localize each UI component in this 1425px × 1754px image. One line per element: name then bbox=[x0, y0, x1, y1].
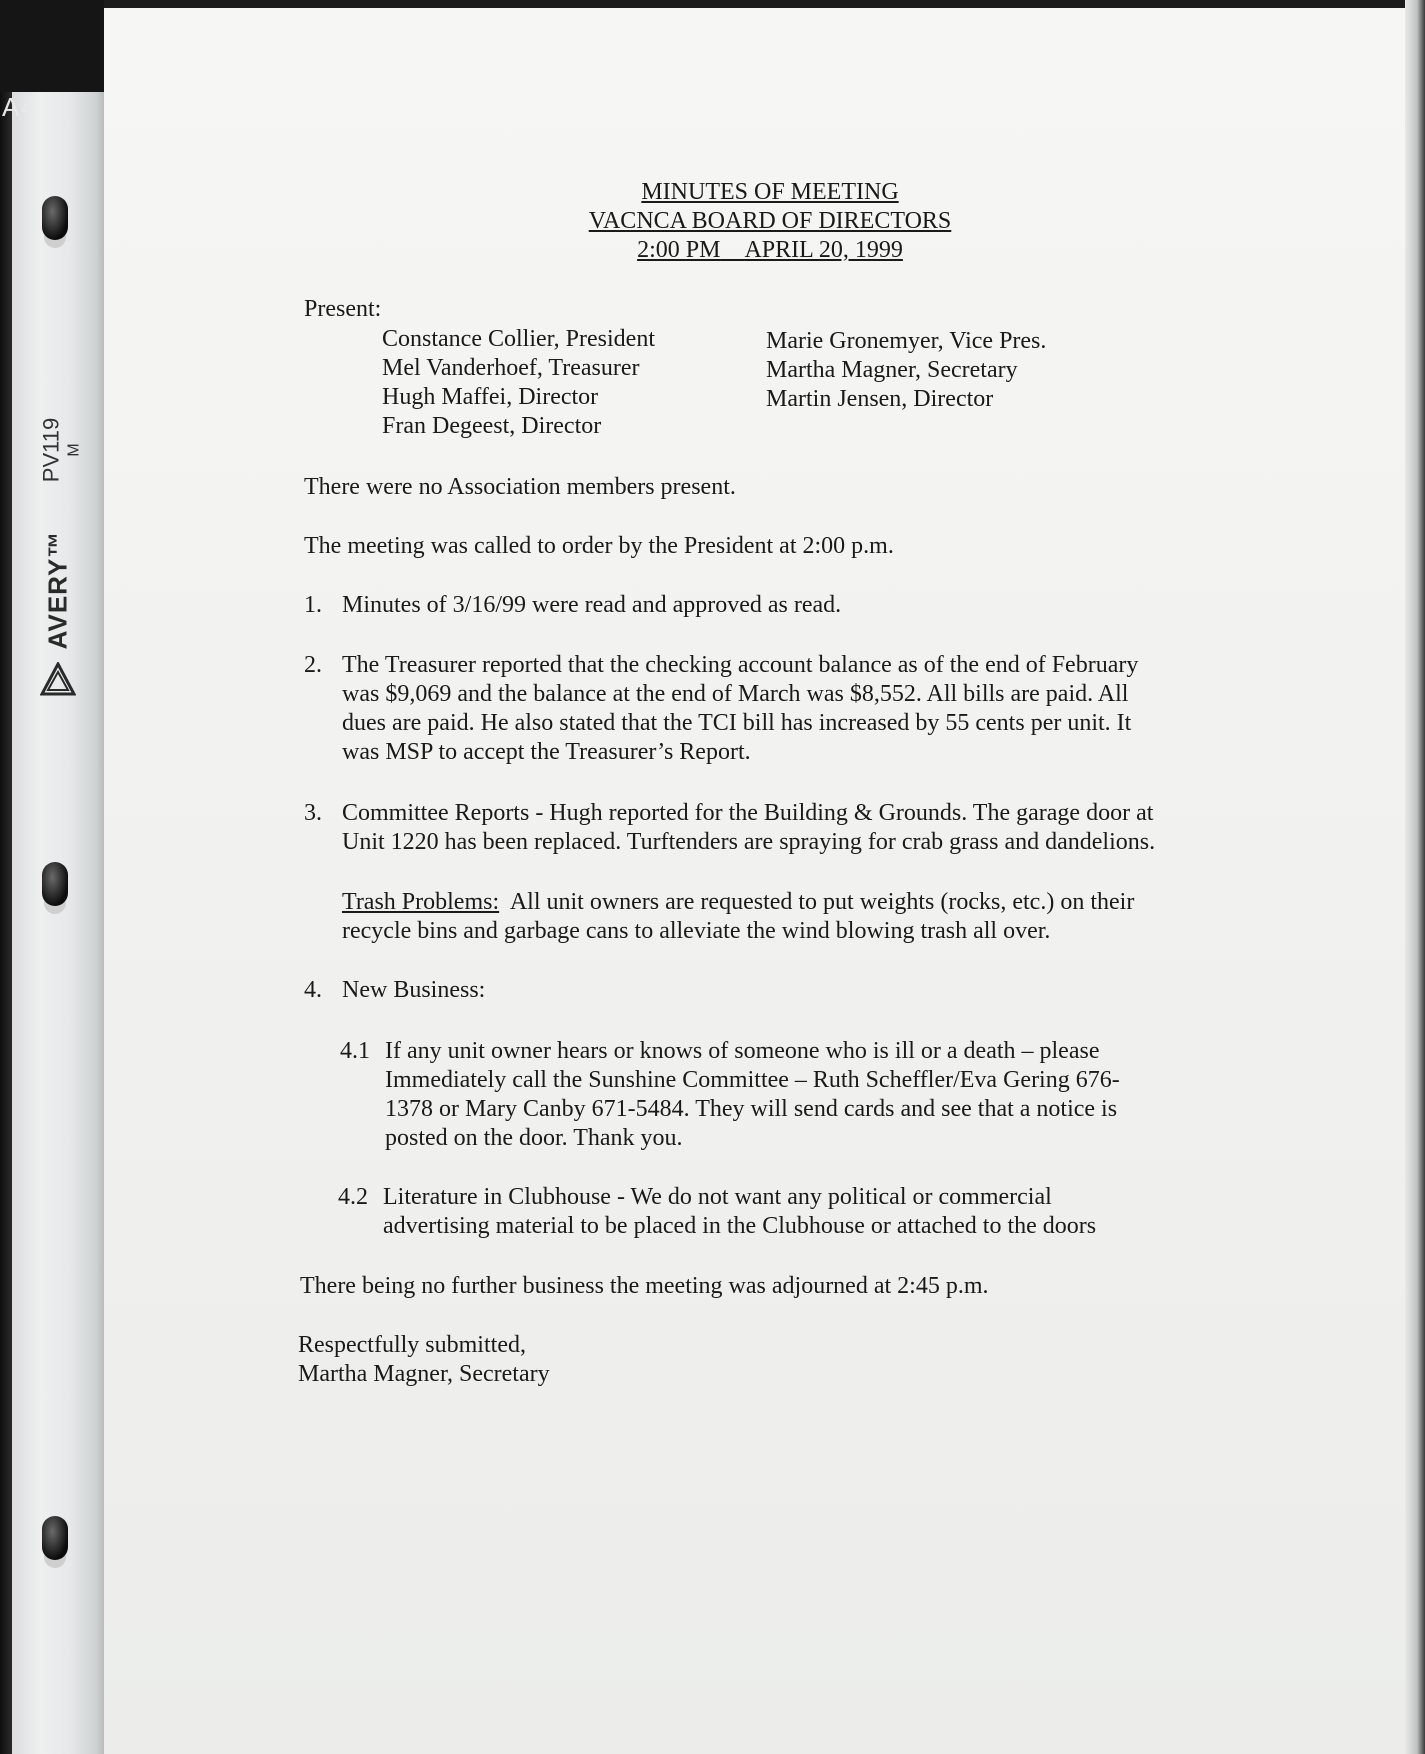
trash-problems-text: All unit owners are requested to put weights (rocks, etc.) on their bbox=[499, 889, 1135, 915]
closing-line-1: Respectfully submitted, bbox=[298, 1332, 526, 1358]
attendee-left-2: Mel Vanderhoef, Treasurer bbox=[382, 355, 640, 381]
item-2-line: The Treasurer reported that the checking account balance as of the end of February bbox=[342, 652, 1139, 678]
attendee-right-2: Martha Magner, Secretary bbox=[766, 357, 1018, 383]
subitem-4-1-line: If any unit owner hears or knows of someone who is ill or a death – please bbox=[385, 1038, 1100, 1064]
subitem-4-2-line: advertising material to be placed in the Clubhouse or attached to the doors bbox=[383, 1213, 1097, 1239]
attendee-left-3: Hugh Maffei, Director bbox=[382, 384, 599, 410]
product-size-text: M bbox=[65, 443, 83, 457]
attendee-right-1: Marie Gronemyer, Vice Pres. bbox=[766, 328, 1047, 354]
trash-problems-line-1 bbox=[342, 888, 1134, 917]
adjournment-statement: There being no further business the meeting was adjourned at 2:45 p.m. bbox=[300, 1273, 989, 1299]
closing-signature: Martha Magner, Secretary bbox=[298, 1361, 550, 1387]
item-number: 4. bbox=[304, 977, 322, 1003]
item-1-text: Minutes of 3/16/99 were read and approved as read. bbox=[342, 592, 842, 618]
attendee-left-1: Constance Collier, President bbox=[382, 326, 655, 352]
attendee-right-3: Martin Jensen, Director bbox=[766, 386, 994, 412]
item-2-line: was $9,069 and the balance at the end of March was $8,552. All bills are paid. All bbox=[342, 681, 1129, 707]
new-business-heading: New Business: bbox=[342, 977, 486, 1003]
product-code-text: PV119 bbox=[38, 417, 64, 483]
subitem-4-2-line: Literature in Clubhouse - We do not want any political or commercial bbox=[383, 1184, 1052, 1210]
item-2-line: was MSP to accept the Treasurer’s Report. bbox=[342, 739, 751, 765]
called-to-order-statement: The meeting was called to order by the President at 2:00 p.m. bbox=[304, 533, 894, 559]
title-line-2: VACNCA BOARD OF DIRECTORS bbox=[588, 208, 952, 234]
item-number: 3. bbox=[304, 800, 322, 826]
subitem-number: 4.1 bbox=[340, 1038, 370, 1064]
trash-problems-line-2: recycle bins and garbage cans to alleviate the wind blowing trash all over. bbox=[342, 918, 1051, 944]
attendee-left-4: Fran Degeest, Director bbox=[382, 413, 602, 439]
item-3-line: Committee Reports - Hugh reported for the Building & Grounds. The garage door at bbox=[342, 800, 1154, 826]
subitem-4-1-line: Immediately call the Sunshine Committee – Ruth Scheffler/Eva Gering 676- bbox=[385, 1067, 1120, 1093]
subitem-number: 4.2 bbox=[338, 1184, 368, 1210]
no-members-statement: There were no Association members present. bbox=[304, 474, 736, 500]
item-number: 1. bbox=[304, 592, 322, 618]
meeting-date: APRIL 20, 1999 bbox=[744, 237, 903, 263]
title-line-1: MINUTES OF MEETING bbox=[641, 179, 899, 205]
item-number: 2. bbox=[304, 652, 322, 678]
size-label: A4 bbox=[2, 92, 36, 122]
item-3-line: Unit 1220 has been replaced. Turftenders are spraying for crab grass and dandelions. bbox=[342, 829, 1156, 855]
present-label: Present: bbox=[304, 296, 382, 322]
item-2-line: dues are paid. He also stated that the TCI bill has increased by 55 cents per unit. It bbox=[342, 710, 1132, 736]
brand-text: AVERY™ bbox=[42, 530, 73, 650]
subitem-4-1-line: posted on the door. Thank you. bbox=[385, 1125, 683, 1151]
subitem-4-1-line: 1378 or Mary Canby 671-5484. They will send cards and see that a notice is bbox=[385, 1096, 1118, 1122]
title-line-3 bbox=[0, 236, 1425, 265]
trash-problems-heading: Trash Problems: bbox=[342, 889, 500, 915]
meeting-time: 2:00 PM bbox=[637, 237, 721, 263]
